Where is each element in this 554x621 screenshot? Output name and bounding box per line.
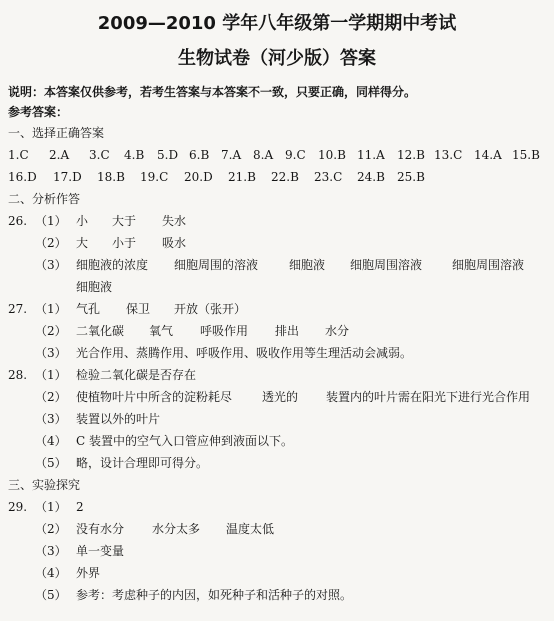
answer-text: 细胞周围溶液 xyxy=(350,258,423,272)
section1-heading: 一、选择正确答案 xyxy=(8,126,105,140)
choice-answer: 1.C xyxy=(8,148,29,162)
part-label: （3） xyxy=(35,346,67,360)
answer-text: 单一变量 xyxy=(76,544,125,558)
q27-part2 xyxy=(0,320,554,342)
part-label: （2） xyxy=(35,390,67,404)
choice-answer: 19.C xyxy=(140,170,169,184)
answer-text: 气孔 xyxy=(76,302,101,316)
q28-part3 xyxy=(0,408,554,430)
answer-text: 光合作用、蒸腾作用、呼吸作用、吸收作用等生理活动会减弱。 xyxy=(76,346,413,360)
q27-part3 xyxy=(0,342,554,364)
reference-label: 参考答案： xyxy=(8,105,69,119)
answer-text: 检验二氧化碳是否存在 xyxy=(76,368,197,382)
question-number: 29. xyxy=(8,500,28,514)
answer-text: 开放（张开） xyxy=(174,302,247,316)
q29-part1 xyxy=(0,496,554,518)
answer-text: 2 xyxy=(76,500,84,514)
choice-answer: 4.B xyxy=(124,148,145,162)
q29-part3 xyxy=(0,540,554,562)
part-label: （5） xyxy=(35,588,67,602)
q28-part5 xyxy=(0,452,554,474)
q26-part2 xyxy=(0,232,554,254)
answer-text: 失水 xyxy=(162,214,187,228)
answer-text: 细胞周围的溶液 xyxy=(174,258,259,272)
answer-text: 装置以外的叶片 xyxy=(76,412,161,426)
answer-text: 保卫 xyxy=(126,302,151,316)
answer-text: 没有水分 xyxy=(76,522,125,536)
answer-text: 装置内的叶片需在阳光下进行光合作用 xyxy=(326,390,531,404)
answer-text: 细胞周围溶液 xyxy=(452,258,525,272)
choice-answer: 17.D xyxy=(53,170,82,184)
q26-part3-continued: 细胞液 xyxy=(76,280,113,294)
part-label: （4） xyxy=(35,434,67,448)
q29-part4 xyxy=(0,562,554,584)
part-label: （1） xyxy=(35,214,67,228)
answer-text: 透光的 xyxy=(262,390,299,404)
answer-text: 细胞液 xyxy=(289,258,326,272)
q28-part2 xyxy=(0,386,554,408)
page-title: 2009—2010 学年八年级第一学期期中考试 xyxy=(97,13,457,34)
answer-text: 小 xyxy=(76,214,89,228)
choice-answer: 21.B xyxy=(228,170,256,184)
choice-answer: 22.B xyxy=(271,170,299,184)
choice-row-1 xyxy=(0,144,554,166)
answer-text: 水分 xyxy=(325,324,350,338)
q26-part3 xyxy=(0,254,554,276)
choice-answer: 13.C xyxy=(434,148,463,162)
q26-part1 xyxy=(0,210,554,232)
question-number: 28. xyxy=(8,368,28,382)
choice-answer: 23.C xyxy=(314,170,343,184)
part-label: （5） xyxy=(35,456,67,470)
part-label: （3） xyxy=(35,544,67,558)
choice-answer: 9.C xyxy=(285,148,306,162)
part-label: （3） xyxy=(35,258,67,272)
part-label: （3） xyxy=(35,412,67,426)
q28-part4 xyxy=(0,430,554,452)
q28-part1 xyxy=(0,364,554,386)
answer-text: 略，设计合理即可得分。 xyxy=(76,456,209,470)
answer-text: 细胞液的浓度 xyxy=(76,258,149,272)
choice-answer: 12.B xyxy=(397,148,425,162)
answer-text: 使植物叶片中所含的淀粉耗尽 xyxy=(76,390,233,404)
question-number: 26. xyxy=(8,214,28,228)
choice-answer: 7.A xyxy=(221,148,242,162)
part-label: （2） xyxy=(35,324,67,338)
answer-text: 参考：考虑种子的内因，如死种子和活种子的对照。 xyxy=(76,588,353,602)
answer-text: 水分太多 xyxy=(152,522,201,536)
choice-answer: 10.B xyxy=(318,148,346,162)
part-label: （2） xyxy=(35,522,67,536)
q27-part1 xyxy=(0,298,554,320)
section3-heading: 三、实验探究 xyxy=(8,478,81,492)
choice-answer: 25.B xyxy=(397,170,425,184)
part-label: （1） xyxy=(35,500,67,514)
q29-part2 xyxy=(0,518,554,540)
section2-heading: 二、分析作答 xyxy=(8,192,81,206)
answer-text: 小于 xyxy=(112,236,137,250)
note: 说明：本答案仅供参考，若考生答案与本答案不一致，只要正确，同样得分。 xyxy=(8,85,417,99)
choice-answer: 11.A xyxy=(357,148,385,162)
answer-text: 外界 xyxy=(76,566,101,580)
choice-answer: 20.D xyxy=(184,170,213,184)
answer-text: 温度太低 xyxy=(226,522,275,536)
part-label: （2） xyxy=(35,236,67,250)
answer-text: 大于 xyxy=(112,214,137,228)
choice-answer: 15.B xyxy=(512,148,540,162)
choice-answer: 3.C xyxy=(89,148,110,162)
page-subtitle: 生物试卷（河少版）答案 xyxy=(178,48,376,69)
q29-part5 xyxy=(0,584,554,606)
part-label: （1） xyxy=(35,302,67,316)
answer-text: 氧气 xyxy=(149,324,174,338)
choice-answer: 8.A xyxy=(253,148,274,162)
answer-text: 大 xyxy=(76,236,89,250)
answer-text: C 装置中的空气入口管应伸到液面以下。 xyxy=(76,434,293,448)
answer-text: 吸水 xyxy=(162,236,187,250)
answer-text: 二氧化碳 xyxy=(76,324,125,338)
choice-answer: 16.D xyxy=(8,170,37,184)
choice-answer: 18.B xyxy=(97,170,125,184)
choice-answer: 24.B xyxy=(357,170,385,184)
choice-answer: 14.A xyxy=(474,148,502,162)
part-label: （1） xyxy=(35,368,67,382)
choice-answer: 5.D xyxy=(157,148,179,162)
answer-text: 排出 xyxy=(275,324,300,338)
answer-text: 呼吸作用 xyxy=(200,324,249,338)
part-label: （4） xyxy=(35,566,67,580)
choice-answer: 6.B xyxy=(189,148,210,162)
choice-answer: 2.A xyxy=(49,148,70,162)
question-number: 27. xyxy=(8,302,28,316)
choice-row-2 xyxy=(0,166,554,188)
